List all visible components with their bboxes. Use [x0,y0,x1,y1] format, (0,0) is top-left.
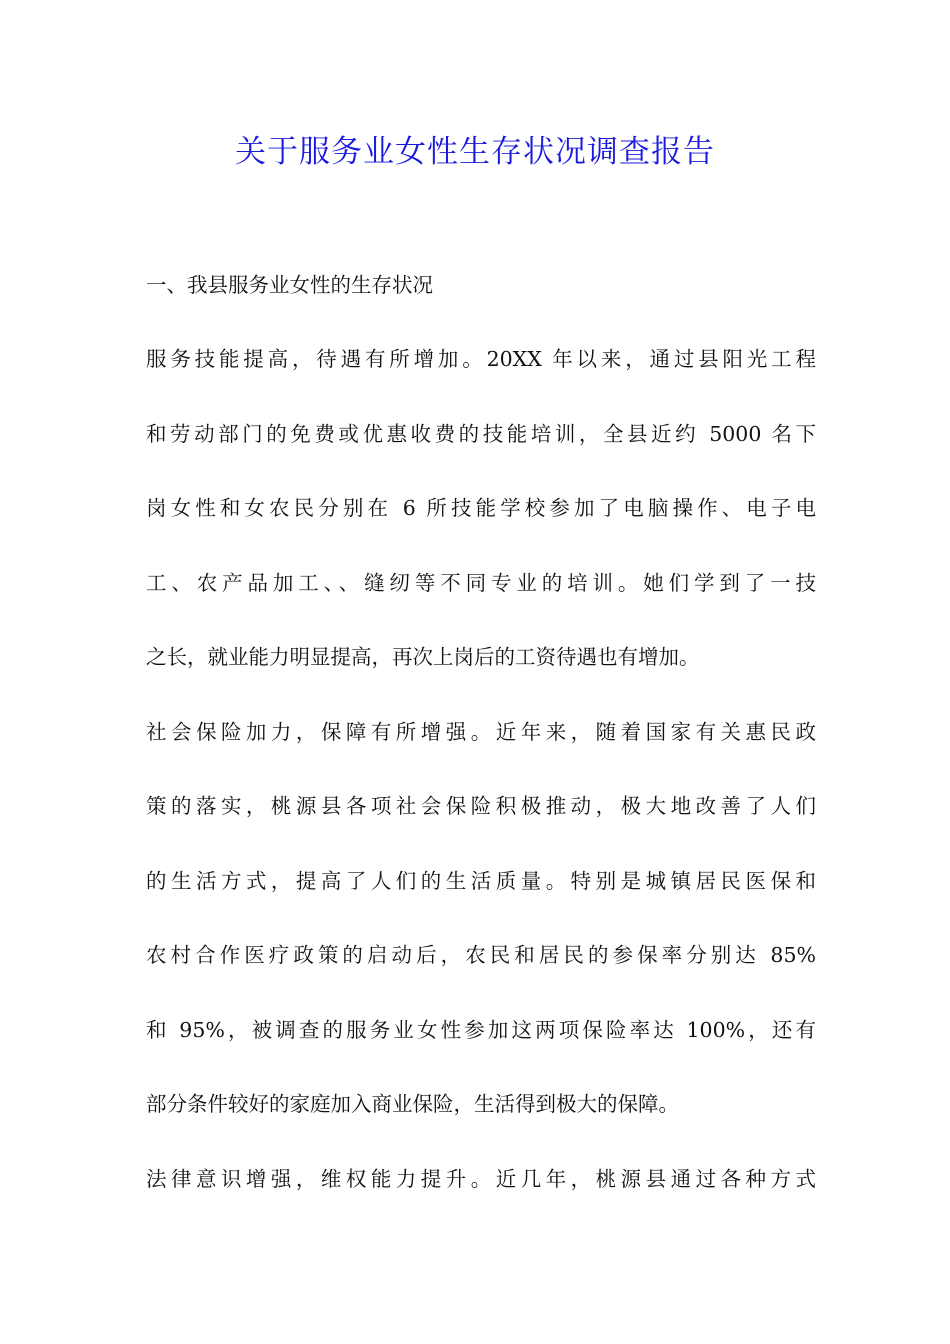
paragraph-line: 之长，就业能力明显提高，再次上岗后的工资待遇也有增加。 [146,645,700,669]
paragraph-line: 工、农产品加工、、缝纫等不同专业的培训。她们学到了一技 [146,571,816,595]
paragraph-line: 的生活方式，提高了人们的生活质量。特别是城镇居民医保和 [146,869,816,893]
paragraph-line: 岗女性和女农民分别在 6 所技能学校参加了电脑操作、电子电 [146,496,816,520]
paragraph-line: 社会保险加力，保障有所增强。近年来，随着国家有关惠民政 [146,720,816,744]
section-heading: 一、我县服务业女性的生存状况 [146,273,433,297]
paragraph-line: 农村合作医疗政策的启动后，农民和居民的参保率分别达 85% [146,943,816,967]
paragraph-line: 和劳动部门的免费或优惠收费的技能培训，全县近约 5000 名下 [146,422,816,446]
paragraph-line: 法律意识增强，维权能力提升。近几年，桃源县通过各种方式 [146,1167,816,1191]
paragraph-line: 部分条件较好的家庭加入商业保险，生活得到极大的保障。 [146,1092,679,1116]
paragraph-line: 服务技能提高，待遇有所增加。20XX 年以来，通过县阳光工程 [146,347,816,371]
paragraph-line: 策的落实，桃源县各项社会保险积极推动，极大地改善了人们 [146,794,816,818]
document-title: 关于服务业女性生存状况调查报告 [235,134,715,170]
paragraph-line: 和 95%，被调查的服务业女性参加这两项保险率达 100%，还有 [146,1018,816,1042]
